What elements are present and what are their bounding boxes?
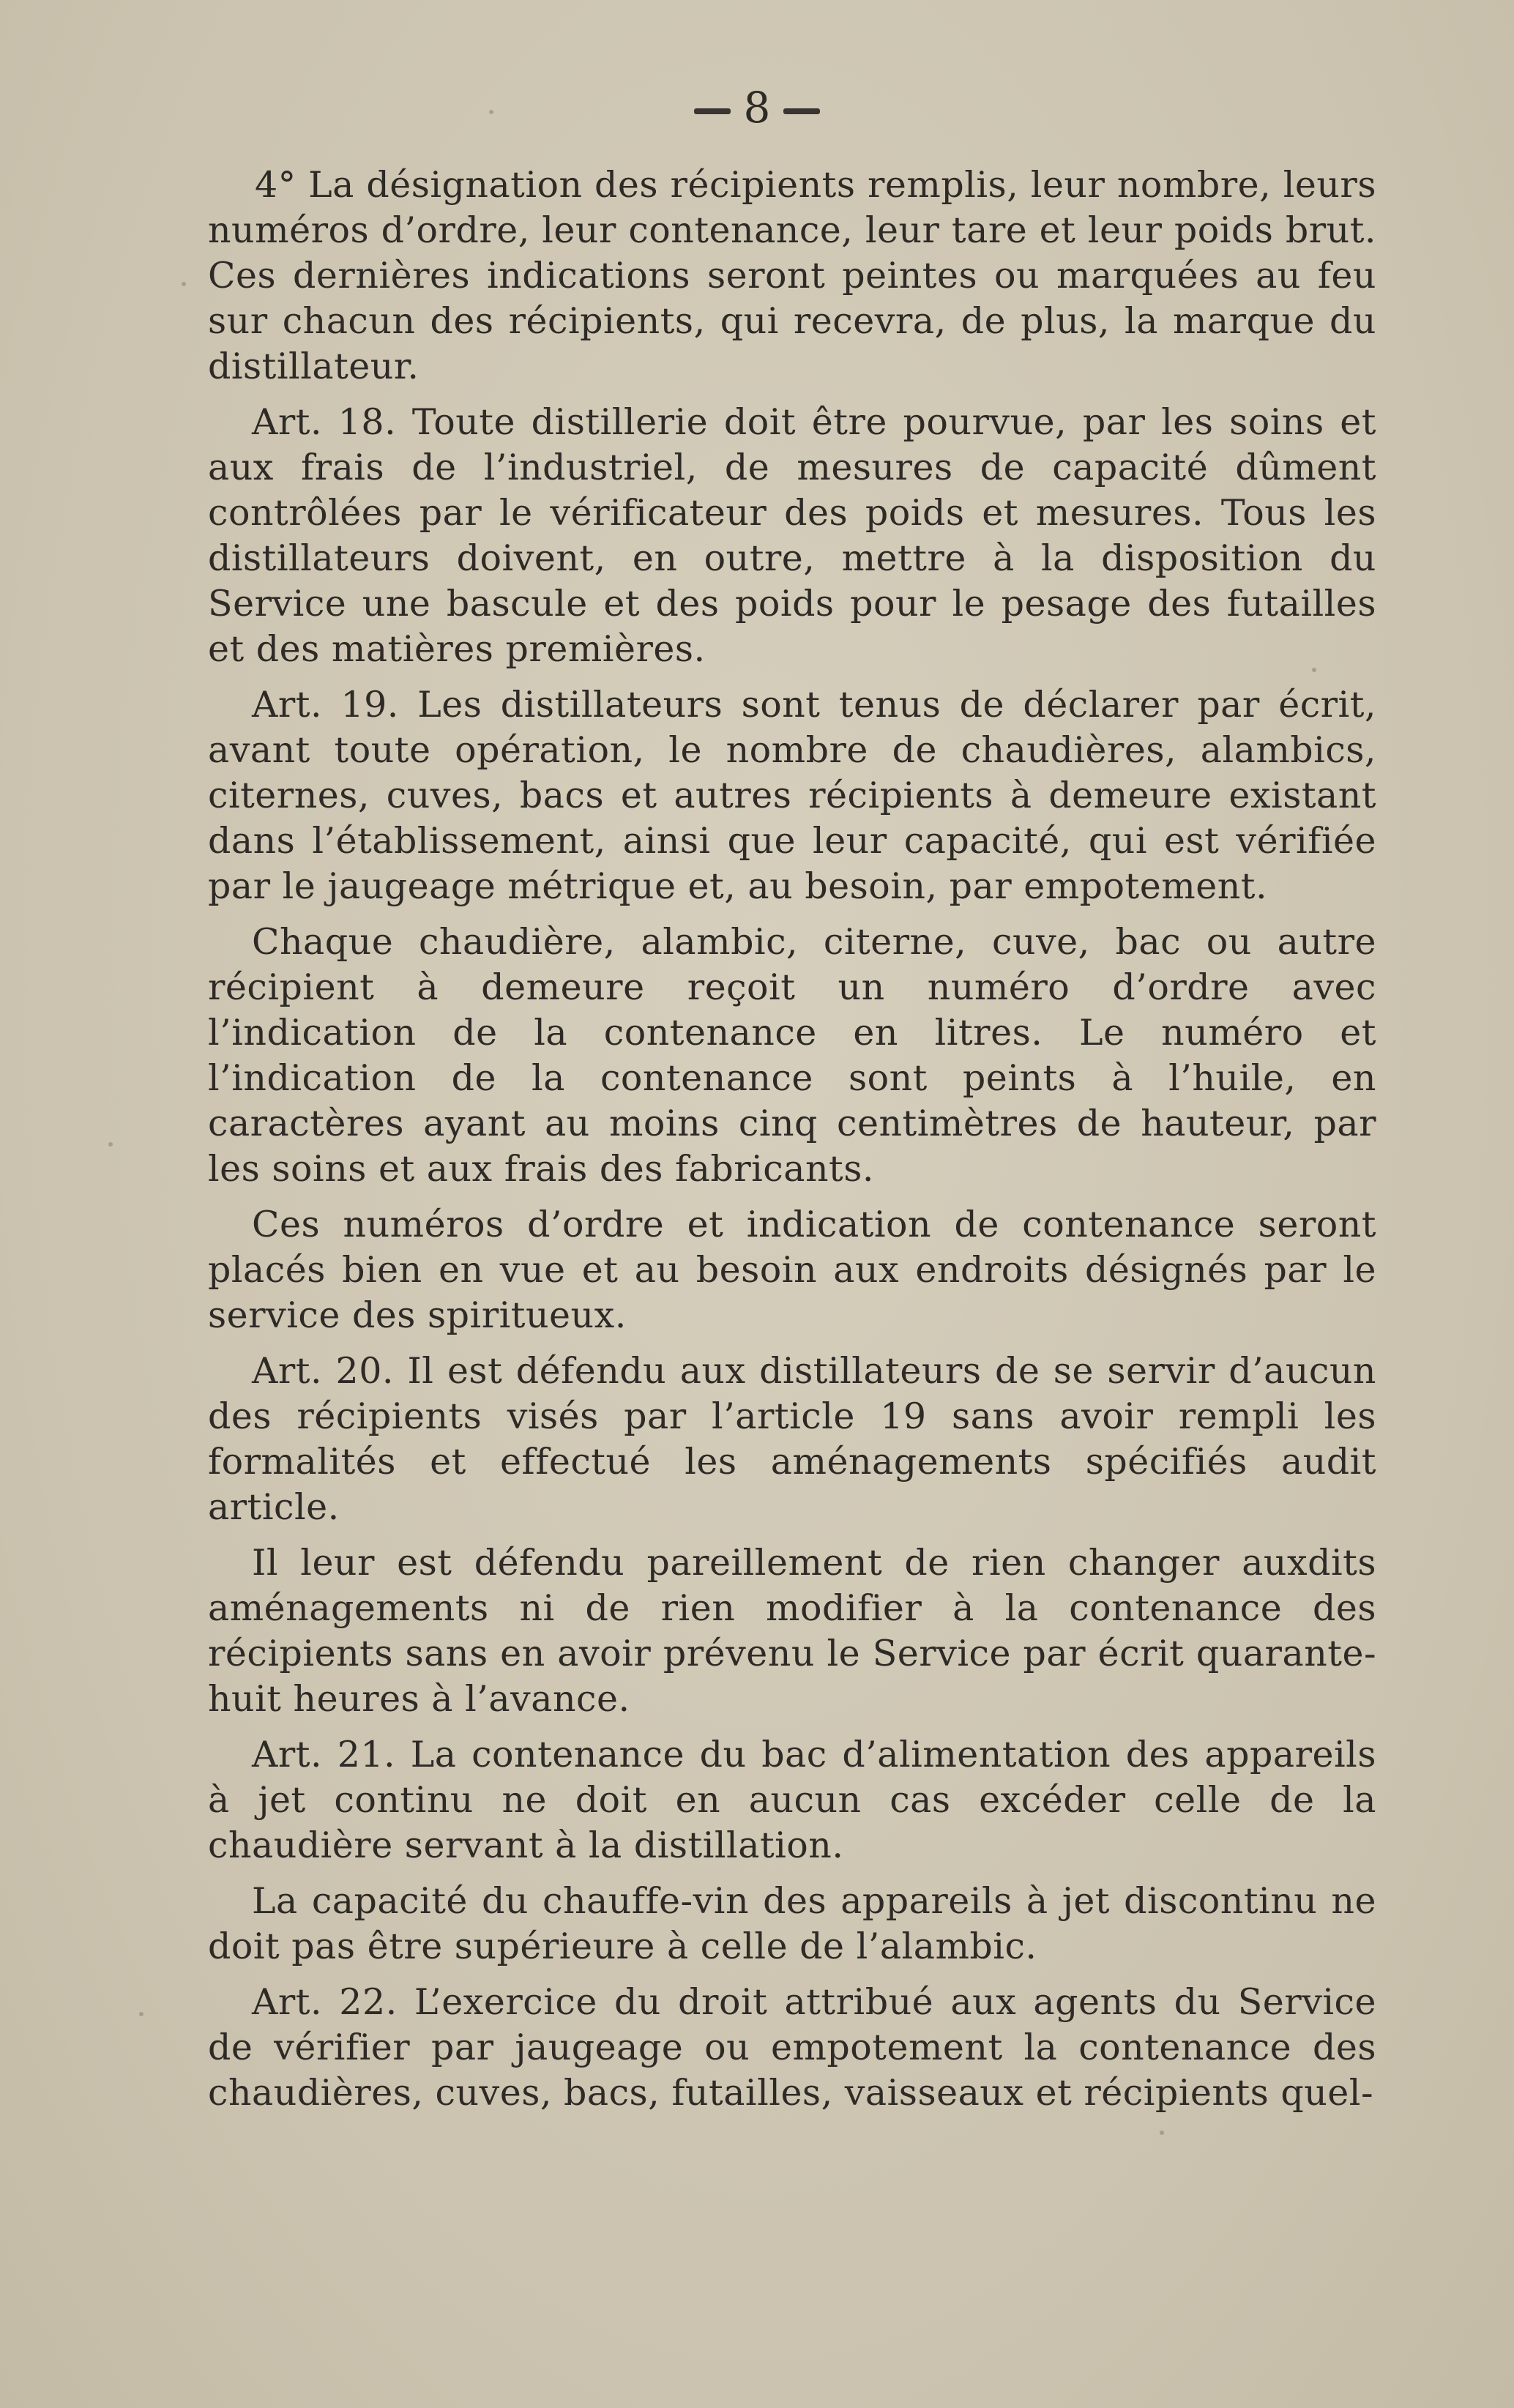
paragraph-art-20: Art. 20. Il est défendu aux distillateurs de se servir d’aucun des récipients visés par l’article 19 sans avoir rempli les formalités et effectué les aménagements spécifiés audit article. (208, 1350, 1376, 1528)
paper-speck (182, 282, 186, 286)
paragraph-art-20-changes: Il leur est défendu pareillement de rien changer auxdits aménagements ni de rien modifier à la contenance des récipients sans en avoir prévenu le Service par écrit quarante-huit heures à l’avance. (208, 1542, 1376, 1720)
paper-speck (489, 110, 493, 114)
paragraph-item-4: 4° La désignation des récipients remplis, leur nombre, leurs numéros d’ordre, leur contenance, leur tare et leur poids brut. Ces dernières indications seront peintes ou marquées au feu sur chacun des récipients, qui recevra, de plus, la marque du distillateur. (208, 164, 1376, 387)
paragraph-art-21-chauffe-vin: La capacité du chauffe-vin des appareils à jet discontinu ne doit pas être supérieure à celle de l’alambic. (208, 1880, 1376, 1967)
page-header (0, 82, 1514, 133)
body-text (208, 163, 1376, 2126)
paragraph-art-19-numbering: Chaque chaudière, alambic, citerne, cuve, bac ou autre récipient à demeure reçoit un numéro d’ordre avec l’indication de la contenance en litres. Le numéro et l’indication de la contenance sont peints à l’huile, en caractères ayant au moins cinq centimètres de hauteur, par les soins et aux frais des fabricants. (208, 921, 1376, 1190)
page-number: 8 (743, 83, 771, 133)
paragraph-art-19-placement: Ces numéros d’ordre et indication de contenance seront placés bien en vue et au besoin aux endroits désignés par le service des spiritueux. (208, 1204, 1376, 1336)
paper-speck (108, 1142, 113, 1147)
paragraph-art-22: Art. 22. L’exercice du droit attribué aux agents du Service de vérifier par jaugeage ou empotement la contenance des chaudières, cuves, bacs, futailles, vaisseaux et récipients quel- (208, 1981, 1376, 2114)
left-ornament-icon (694, 108, 731, 114)
right-ornament-icon (783, 108, 820, 114)
paper-speck (1312, 668, 1316, 672)
paper-speck (139, 2012, 143, 2016)
paragraph-art-18: Art. 18. Toute distillerie doit être pourvue, par les soins et aux frais de l’industriel, de mesures de capacité dûment contrôlées par le vérificateur des poids et mesures. Tous les distillateurs doivent, en outre, mettre à la disposition du Service une bascule et des poids pour le pesage des futailles et des matières premières. (208, 401, 1376, 670)
paragraph-art-21: Art. 21. La contenance du bac d’alimentation des appareils à jet continu ne doit en aucun cas excéder celle de la chaudière servant à la distillation. (208, 1734, 1376, 1866)
paragraph-art-19: Art. 19. Les distillateurs sont tenus de déclarer par écrit, avant toute opération, le nombre de chaudières, alambics, citernes, cuves, bacs et autres récipients à demeure existant dans l’établissement, ainsi que leur capacité, qui est vérifiée par le jaugeage métrique et, au besoin, par empotement. (208, 684, 1376, 907)
paper-speck (1160, 2131, 1164, 2135)
